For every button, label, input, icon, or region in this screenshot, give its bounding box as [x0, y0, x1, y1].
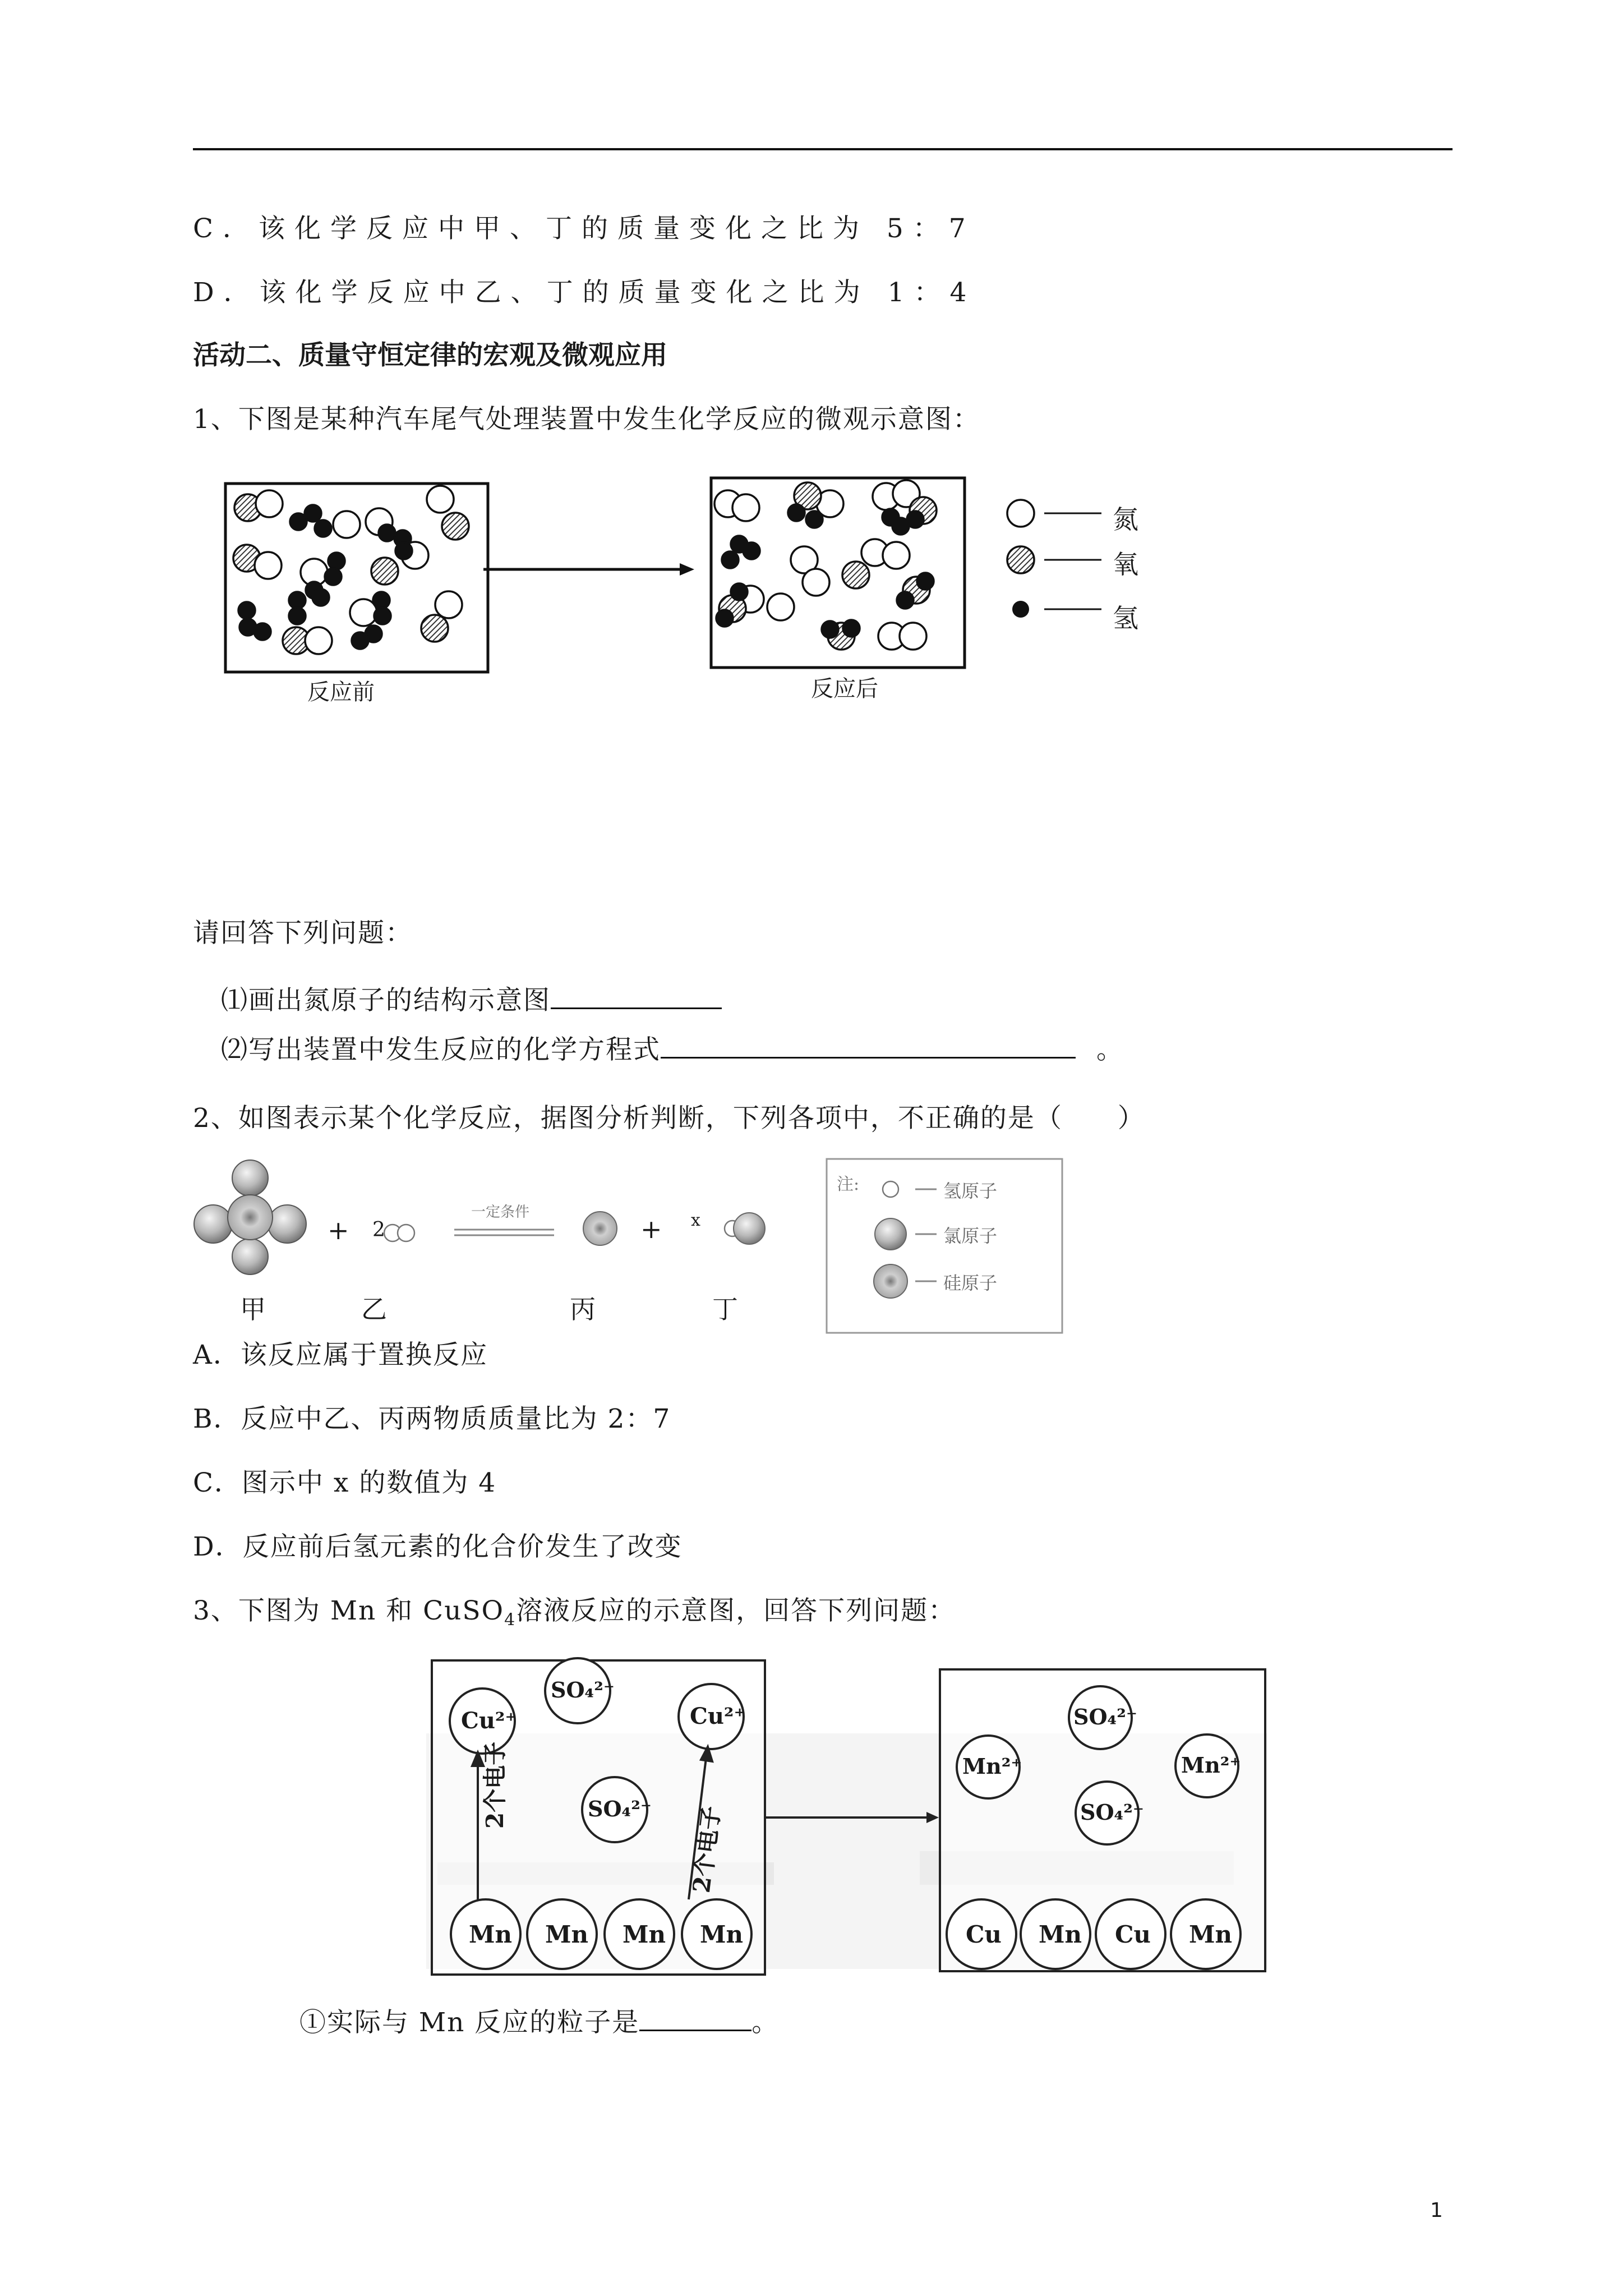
- question-2: 2、如图表示某个化学反应，据图分析判断，下列各项中，不正确的是（ ）: [193, 1103, 1145, 1134]
- plus-2: +: [640, 1214, 662, 1244]
- section-heading: 活动二、质量守恒定律的宏观及微观应用: [193, 340, 667, 371]
- q3-text-post: 溶液反应的示意图，回答下列问题：: [516, 1595, 956, 1626]
- legend-h-label: 氢原子: [943, 1180, 998, 1202]
- fig3-electron-label-1: 2个电子: [481, 1741, 509, 1829]
- product-ding: [725, 1213, 765, 1244]
- coef-b: 2: [372, 1218, 385, 1241]
- fig3-electron-label-2: 2个电子: [687, 1804, 726, 1894]
- legend-hydrogen-icon: [1012, 601, 1029, 618]
- condition-label: 一定条件: [471, 1204, 530, 1221]
- fig3-left-cu-1-label: Cu²⁺: [461, 1708, 517, 1734]
- fig3-left-so4-2-label: SO₄²⁻: [588, 1796, 652, 1821]
- fig3-right-mn2-1-label: Mn²⁺: [962, 1754, 1022, 1779]
- legend-h-icon: [883, 1181, 898, 1197]
- legend-si-icon: [874, 1264, 907, 1298]
- q1-prompt: 请回答下列问题：: [193, 918, 413, 949]
- q3-sub1-text: ①实际与 Mn 反应的粒子是: [299, 2007, 640, 2038]
- reactant-yi: [384, 1225, 414, 1241]
- legend-cl-label: 氯原子: [943, 1225, 998, 1246]
- header-rule: [193, 148, 1453, 150]
- q2-option-c: C．图示中 x 的数值为 4: [193, 1467, 497, 1498]
- legend-label-o: 氧: [1113, 549, 1138, 579]
- q1-sub2: [221, 1032, 1124, 1067]
- caption-after: 反应后: [811, 676, 878, 702]
- q1-sub1-blank[interactable]: [551, 983, 722, 1009]
- q1-sub2-end: 。: [1096, 1034, 1124, 1065]
- fig3-right-so4-1-label: SO₄²⁻: [1073, 1704, 1137, 1729]
- fig3-left-mn-2-label: Mn: [545, 1921, 589, 1948]
- q2-option-a: A．该反应属于置换反应: [193, 1340, 488, 1370]
- q1-sub2-blank[interactable]: [661, 1032, 1076, 1059]
- before-molecules: [233, 486, 469, 654]
- label-jia: 甲: [240, 1294, 266, 1324]
- q3-sub1-blank[interactable]: [639, 2005, 751, 2031]
- fig3-right-mn2-2-label: Mn²⁺: [1181, 1752, 1241, 1778]
- fig3-right-mn-1-label: Mn: [1039, 1921, 1082, 1948]
- question-3: [193, 1594, 956, 1637]
- q3-subscript: 4: [504, 1610, 517, 1630]
- q2-option-b: B．反应中乙、丙两物质质量比为 2：7: [193, 1404, 671, 1434]
- option-c: C．该化学反应中甲、丁的质量变化之比为 5：7: [193, 213, 975, 244]
- plus-1: +: [328, 1215, 349, 1245]
- question-1: 1、下图是某种汽车尾气处理装置中发生化学反应的微观示意图：: [193, 404, 980, 435]
- legend-label-n: 氮: [1113, 504, 1138, 535]
- label-bing: 丙: [570, 1294, 596, 1324]
- fig3-right-cu-2-label: Cu: [1115, 1921, 1151, 1948]
- q3-sub1-end: 。: [751, 2007, 780, 2038]
- fig3-left-mn-1-label: Mn: [469, 1921, 513, 1948]
- fig3-left-mn-4-label: Mn: [700, 1921, 744, 1948]
- q2-option-d: D．反应前后氢元素的化合价发生了改变: [193, 1531, 683, 1562]
- option-d: D．该化学反应中乙、丁的质量变化之比为 1：4: [193, 277, 976, 308]
- q1-sub2-text: ⑵写出装置中发生反应的化学方程式: [221, 1034, 661, 1065]
- reactant-jia: [194, 1160, 306, 1274]
- q1-sub1: [221, 983, 722, 1018]
- reaction-arrow-head: [680, 563, 694, 576]
- legend-oxygen-icon: [1007, 546, 1034, 573]
- after-molecules: [714, 480, 937, 650]
- figure1-legend: [1007, 500, 1101, 618]
- condition-arrow: [454, 1230, 554, 1235]
- product-bing: [583, 1212, 617, 1245]
- fig3-left-cu-2-label: Cu²⁺: [690, 1703, 746, 1729]
- coef-x: x: [691, 1211, 700, 1230]
- label-yi: 乙: [361, 1294, 387, 1324]
- fig3-left-so4-1-label: SO₄²⁻: [551, 1677, 615, 1703]
- fig3-right-cu-1-label: Cu: [966, 1921, 1002, 1948]
- caption-before: 反应前: [307, 679, 375, 705]
- q3-text-pre: 3、下图为 Mn 和 CuSO: [193, 1595, 505, 1626]
- legend-cl-icon: [875, 1218, 906, 1250]
- legend-label-h: 氢: [1113, 603, 1138, 633]
- legend-nitrogen-icon: [1007, 500, 1034, 527]
- legend-note: 注:: [837, 1175, 860, 1194]
- page-number: 1: [1430, 2199, 1443, 2222]
- q1-sub1-text: ⑴画出氮原子的结构示意图: [221, 985, 551, 1016]
- legend-si-label: 硅原子: [943, 1272, 998, 1294]
- fig3-left-mn-3-label: Mn: [623, 1921, 666, 1948]
- q3-sub1: [299, 2005, 779, 2040]
- fig3-right-mn-2-label: Mn: [1189, 1921, 1233, 1948]
- fig3-right-so4-2-label: SO₄²⁻: [1080, 1800, 1144, 1825]
- label-ding: 丁: [712, 1294, 738, 1324]
